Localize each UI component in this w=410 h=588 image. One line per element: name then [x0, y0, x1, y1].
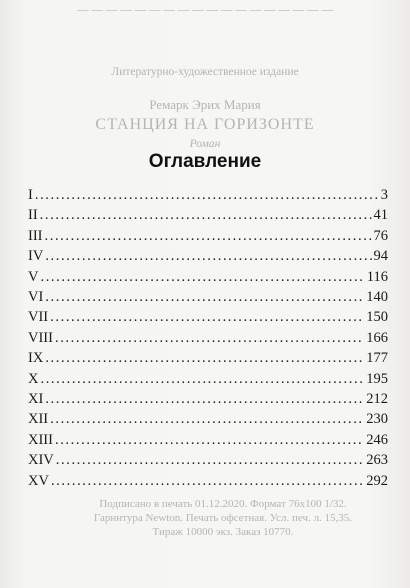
- toc-chapter-number: III: [28, 227, 43, 244]
- toc-dot-leader: [45, 228, 372, 245]
- toc-chapter-number: XIII: [28, 431, 53, 448]
- toc-row: [28, 269, 388, 287]
- toc-row: [28, 207, 388, 225]
- toc-page-number: 230: [366, 411, 388, 428]
- toc-chapter-number: VI: [28, 289, 44, 305]
- toc-chapter-number: VII: [28, 309, 49, 326]
- toc-dot-leader: [50, 309, 364, 326]
- bleed-through-text: Подписано в печать 01.12.2020. Формат 76x100 1/32.: [99, 498, 347, 510]
- bleed-through-text: — — — — — — — — — — — — — — — — — —: [77, 4, 333, 16]
- toc-row: [28, 411, 388, 429]
- toc-page-number: 41: [373, 207, 388, 224]
- toc-row: [28, 391, 388, 409]
- toc-dot-leader: [40, 371, 364, 388]
- toc-page-number: 150: [366, 309, 388, 326]
- toc-page-number: 3: [380, 187, 388, 203]
- bleed-through-text: Тираж 10000 экз. Заказ 10770.: [152, 526, 294, 538]
- toc-page-number: 292: [366, 472, 388, 489]
- toc-page-number: 212: [366, 391, 388, 407]
- toc-row: [28, 187, 388, 205]
- toc-dot-leader: [45, 350, 364, 367]
- toc-dot-leader: [40, 269, 364, 286]
- toc-page-number: 246: [366, 431, 388, 448]
- toc-page-number: 195: [366, 370, 388, 387]
- toc-page-number: 140: [366, 289, 388, 305]
- toc-chapter-number: VIII: [28, 329, 53, 346]
- toc-row: [28, 248, 388, 266]
- bleed-through-text: СТАНЦИЯ НА ГОРИЗОНТЕ: [95, 116, 315, 133]
- toc-page-number: 76: [373, 227, 388, 244]
- toc-dot-leader: [45, 248, 371, 265]
- toc-chapter-number: II: [28, 207, 38, 224]
- toc-chapter-number: XI: [28, 391, 44, 407]
- toc-page-number: 166: [366, 329, 388, 346]
- toc-chapter-number: X: [28, 370, 39, 387]
- toc-chapter-number: XIV: [28, 452, 54, 469]
- toc-dot-leader: [55, 330, 364, 347]
- toc-page-number: 94: [373, 248, 388, 265]
- toc-row: [28, 330, 388, 348]
- toc-row: [28, 309, 388, 327]
- toc-dot-leader: [50, 411, 364, 428]
- toc-row: [28, 371, 388, 389]
- bleed-through-text: Ремарк Эрих Мария: [149, 97, 261, 112]
- toc-heading: Оглавление: [148, 151, 262, 172]
- toc-row: [28, 452, 388, 470]
- bleed-through-text: Гарнитура Newton. Печать офсетная. Усл. печ. л. 15,35.: [93, 512, 353, 524]
- toc-dot-leader: [56, 452, 364, 469]
- toc-dot-leader: [45, 289, 364, 306]
- toc-row: [28, 228, 388, 246]
- toc-dot-leader: [55, 432, 364, 449]
- toc-page-number: 263: [366, 452, 388, 469]
- bleed-through-text: Литературно-художественное издание: [111, 66, 299, 78]
- toc-dot-leader: [51, 473, 364, 490]
- toc-chapter-number: IV: [28, 248, 44, 265]
- toc-chapter-number: XV: [28, 472, 49, 489]
- toc-dot-leader: [40, 207, 372, 224]
- toc-chapter-number: V: [28, 268, 39, 285]
- toc-row: [28, 350, 388, 368]
- toc-row: [28, 289, 388, 307]
- toc-chapter-number: I: [28, 187, 33, 203]
- toc-page-number: 116: [366, 268, 388, 285]
- toc-chapter-number: XII: [28, 411, 49, 428]
- toc-dot-leader: [35, 187, 379, 204]
- toc-chapter-number: IX: [28, 350, 44, 367]
- toc-page-number: 177: [366, 350, 388, 367]
- toc-row: [28, 432, 388, 450]
- toc-row: [28, 473, 388, 491]
- bleed-through-text: Роман: [189, 138, 221, 150]
- toc-dot-leader: [45, 391, 364, 408]
